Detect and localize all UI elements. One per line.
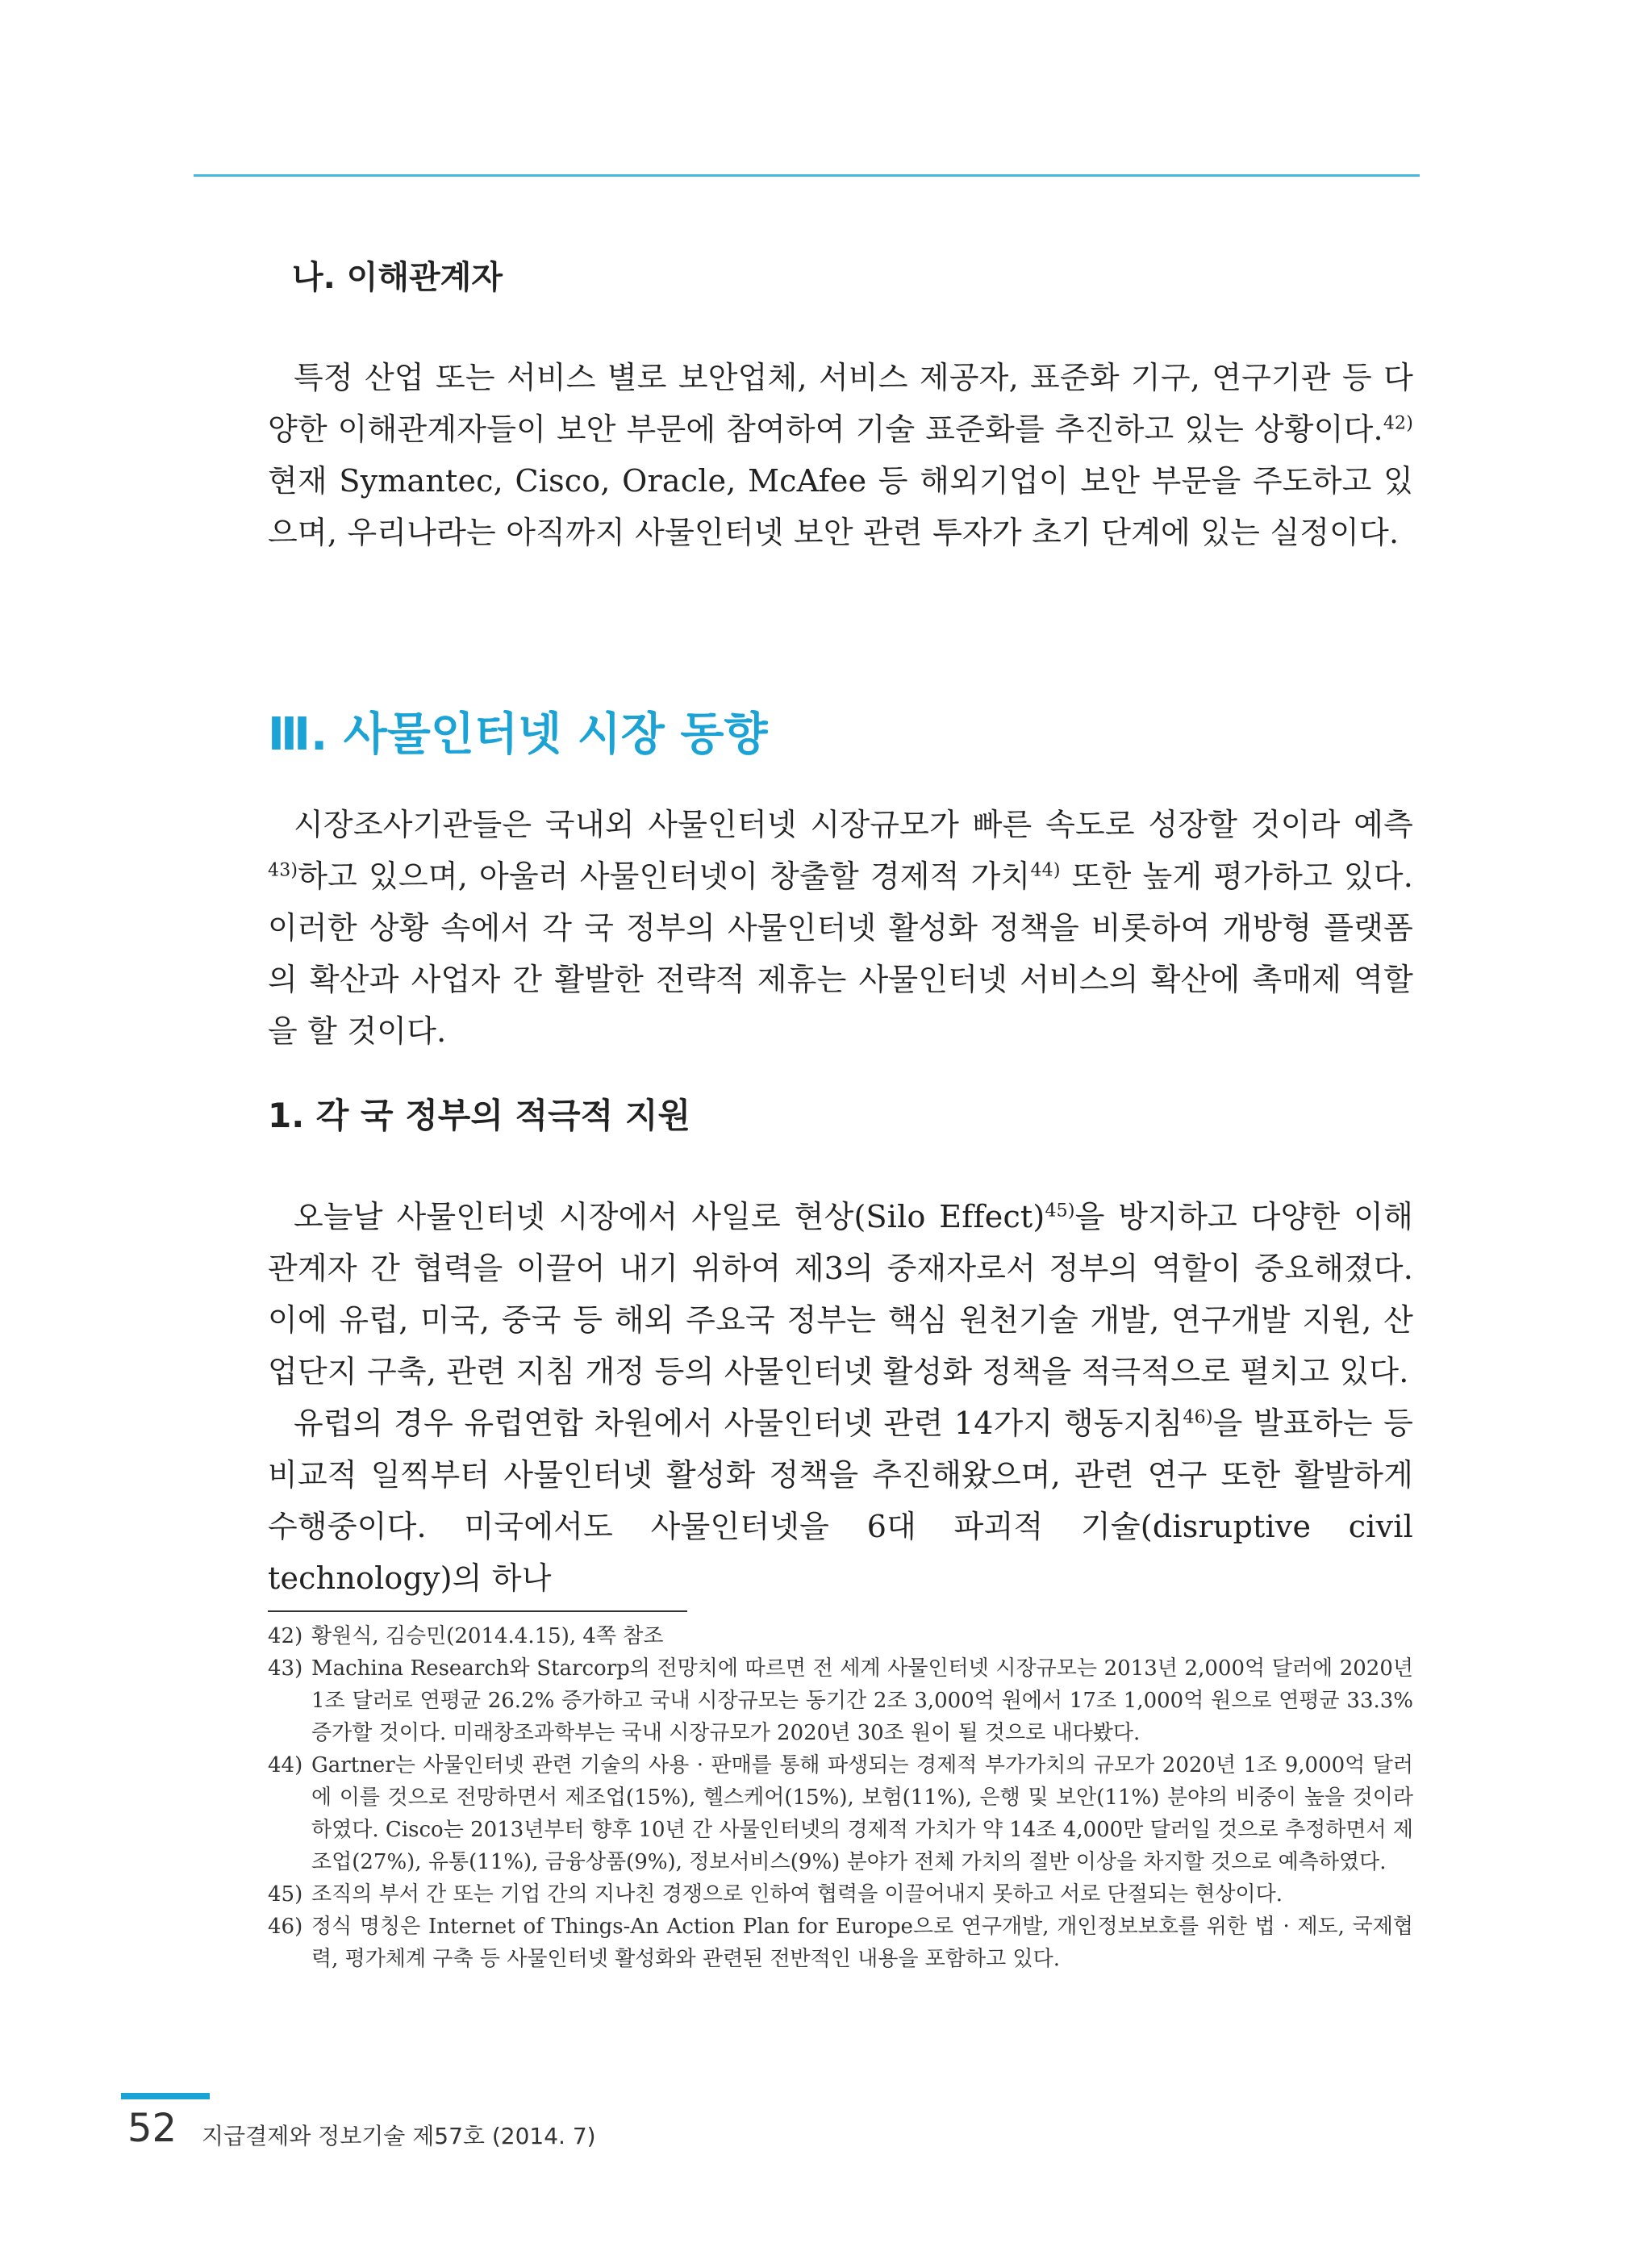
subsection-heading: 나. 이해관계자 xyxy=(292,259,503,296)
publication-title: 지급결제와 정보기술 제57호 (2014. 7) xyxy=(202,2123,596,2149)
paragraph-stakeholders xyxy=(268,352,1413,558)
footnote-text: Gartner는 사물인터넷 관련 기술의 사용 · 판매를 통해 파생되는 경제적 부가가치의 규모가 2020년 1조 9,000억 달러에 이를 것으로 전망하면서 제조업(15%), 헬스케어(15%), 보험(11%), 은행 및 보안(11%) 분야의 비중이 높을 것이라 하였다. Cisco는 2013년부터 향후 10년 간 사물인터넷의 경제적 가치가 약 14조 4,000만 달러일 것으로 추정하면서 제조업(27%), 유통(11%), 금융상품(9%), 정보서비스(9%) 분야가 전체 가치의 절반 이상을 차지할 것으로 예측하였다. xyxy=(311,1753,1413,1874)
paragraph-market-trends xyxy=(268,799,1413,1057)
footnote-number: 46) xyxy=(268,1915,303,1939)
para-text: 을 발표하는 등 비교적 일찍부터 사물인터넷 활성화 정책을 추진해왔으며, 관련 연구 또한 활발하게 수행중이다. 미국에서도 사물인터넷을 6대 파괴적 기술(disruptive civil technology)의 하나 xyxy=(268,1405,1413,1596)
header-rule xyxy=(194,174,1420,177)
footnote-text: Machina Research와 Starcorp의 전망치에 따르면 전 세계 사물인터넷 시장규모는 2013년 2,000억 달러에 2020년 1조 달러로 연평균 26.2% 증가하고 국내 시장규모는 동기간 2조 3,000억 원에서 17조 1,000억 원으로 연평균 33.3% 증가할 것이다. 미래창조과학부는 국내 시장규모가 2020년 30조 원이 될 것으로 내다봤다. xyxy=(311,1656,1413,1745)
subsection-title: 1. 각 국 정부의 적극적 지원 xyxy=(268,1096,691,1135)
para-text: 오늘날 사물인터넷 시장에서 사일로 현상(Silo Effect) xyxy=(294,1199,1045,1234)
para-text: 특정 산업 또는 서비스 별로 보안업체, 서비스 제공자, 표준화 기구, 연구기관 등 다양한 이해관계자들이 보안 부문에 참여하여 기술 표준화를 추진하고 있는 상황이다. xyxy=(268,360,1413,447)
paragraph-government-support xyxy=(268,1191,1413,1397)
para-text: 유럽의 경우 유럽연합 차원에서 사물인터넷 관련 14가지 행동지침 xyxy=(294,1405,1183,1441)
footnote-number: 43) xyxy=(268,1656,303,1681)
footnote-ref-42[interactable]: 42) xyxy=(1383,413,1413,434)
footnote-number: 45) xyxy=(268,1882,303,1907)
footnote-43 xyxy=(268,1652,1413,1749)
footnote-number: 44) xyxy=(268,1753,303,1777)
para-text: 또한 높게 평가하고 있다. 이러한 상황 속에서 각 국 정부의 사물인터넷 활성화 정책을 비롯하여 개방형 플랫폼의 확산과 사업자 간 활발한 전략적 제휴는 사물인터넷 서비스의 확산에 촉매제 역할을 할 것이다. xyxy=(268,858,1413,1049)
footnote-text: 정식 명칭은 Internet of Things-An Action Plan for Europe으로 연구개발, 개인정보보호를 위한 법 · 제도, 국제협력, 평가체계 구축 등 사물인터넷 활성화와 관련된 전반적인 내용을 포함하고 있다. xyxy=(311,1915,1413,1971)
footnote-rule xyxy=(268,1610,687,1612)
para-text: 을 방지하고 다양한 이해관계자 간 협력을 이끌어 내기 위하여 제3의 중재자로서 정부의 역할이 중요해졌다. 이에 유럽, 미국, 중국 등 해외 주요국 정부는 핵심 원천기술 개발, 연구개발 지원, 산업단지 구축, 관련 지침 개정 등의 사물인터넷 활성화 정책을 적극적으로 펼치고 있다. xyxy=(268,1199,1413,1389)
para-text: 현재 Symantec, Cisco, Oracle, McAfee 등 해외기업이 보안 부문을 주도하고 있으며, 우리나라는 아직까지 사물인터넷 보안 관련 투자가 초기 단계에 있는 실정이다. xyxy=(268,463,1413,550)
paragraph-eu-us xyxy=(268,1397,1413,1604)
footnote-45 xyxy=(268,1878,1413,1911)
para-text: 하고 있으며, 아울러 사물인터넷이 창출할 경제적 가치 xyxy=(298,858,1031,894)
footnote-44 xyxy=(268,1749,1413,1878)
footnotes xyxy=(268,1620,1413,1975)
page-number-bar xyxy=(121,2093,210,2099)
footnote-number: 42) xyxy=(268,1624,303,1648)
footnote-text: 황원식, 김승민(2014.4.15), 4쪽 참조 xyxy=(311,1624,664,1648)
page-number: 52 xyxy=(127,2106,177,2151)
footnote-text: 조직의 부서 간 또는 기업 간의 지나친 경쟁으로 인하여 협력을 이끌어내지 못하고 서로 단절되는 현상이다. xyxy=(311,1882,1283,1907)
footnote-46 xyxy=(268,1911,1413,1975)
footnote-ref-45[interactable]: 45) xyxy=(1045,1201,1075,1222)
para-text: 시장조사기관들은 국내외 사물인터넷 시장규모가 빠른 속도로 성장할 것이라 예측 xyxy=(294,807,1413,842)
footnote-42 xyxy=(268,1620,1413,1652)
footnote-ref-46[interactable]: 46) xyxy=(1183,1407,1213,1428)
footnote-ref-44[interactable]: 44) xyxy=(1030,860,1061,881)
section-title: Ⅲ. 사물인터넷 시장 동향 xyxy=(268,708,768,761)
footnote-ref-43[interactable]: 43) xyxy=(268,860,298,881)
